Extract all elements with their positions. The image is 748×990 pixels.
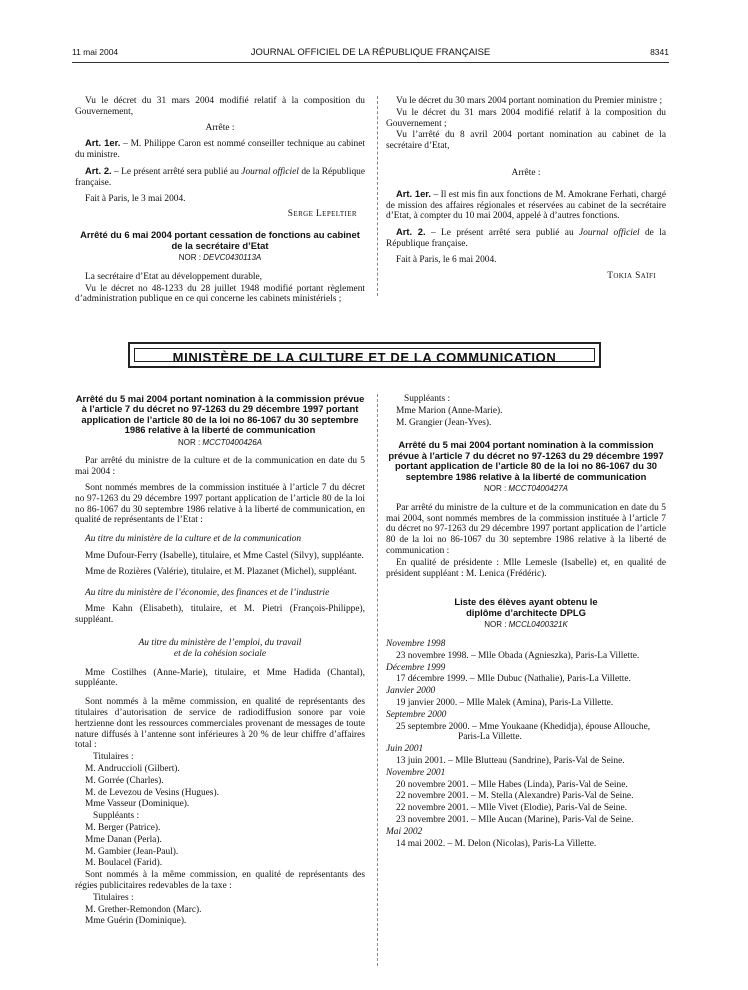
nor-label: NOR : — [484, 620, 509, 630]
member-line: Mme Kahn (Elisabeth), titulaire, et M. Pietri (François-Philippe), suppléant. — [75, 604, 365, 626]
nor-reference — [75, 253, 365, 264]
article-label: Art. 1er. — [396, 187, 432, 199]
diploma-group — [386, 710, 666, 743]
article-2 — [75, 166, 365, 189]
top-right-column — [386, 96, 666, 286]
fait-line: Fait à Paris, le 6 mai 2004. — [396, 254, 497, 265]
signature: Serge Lepeltier — [287, 209, 357, 220]
nor-code: MCCT0400427A — [508, 484, 569, 494]
section-heading: Au titre du ministère de la culture et de la communication — [85, 534, 302, 545]
group-date: Novembre 1998 — [386, 639, 446, 649]
list-item: M. Gambier (Jean-Paul). — [85, 846, 179, 857]
group-date: Juin 2001 — [386, 744, 424, 755]
suppleants-list — [386, 394, 666, 428]
nor-reference — [386, 484, 666, 495]
bottom-right-column — [386, 394, 666, 850]
column-divider — [377, 394, 378, 966]
header-journal-title: JOURNAL OFFICIEL DE LA RÉPUBLIQUE FRANÇAISE — [250, 47, 491, 58]
paragraph: Vu le décret du 31 mars 2004 modifié relatif à la composition du Gouvernement ; — [386, 107, 666, 129]
article-text: – Il est mis fin aux fonctions de M. Amokrane Ferhati, chargé de mission des affaires régionales et réservées au cabinet de la secrétaire d’Etat, à compter du 10 mai 2004, appelé à d’autres fonctions. — [386, 189, 666, 222]
list-item: M. Boulacel (Farid). — [85, 858, 163, 869]
list-item: 13 juin 2001. – Mlle Blutteau (Sandrine), Paris-Val de Seine. — [396, 755, 625, 766]
header-rule — [72, 62, 669, 63]
diploma-group — [386, 639, 666, 662]
member-line: Mme Costilhes (Anne-Marie), titulaire, et Mme Hadida (Chantal), suppléante. — [75, 667, 365, 689]
paragraph: Par arrêté du ministre de la culture et de la communication en date du 5 mai 2004, sont nommés membres de la commission instituée à l’article 7 du décret no 97-1263 du 29 décembre 1997 portant application de l’article 80 de la loi no 86-1067 du 30 septembre 1986 relative à la liberté de communication : — [386, 502, 666, 556]
list-item: M. Andruccioli (Gilbert). — [85, 763, 180, 774]
list-heading: Titulaires : — [93, 892, 134, 903]
list-heading: Suppléants : — [404, 394, 451, 404]
diploma-group — [386, 827, 666, 850]
list-item: Mme Marion (Anne-Marie). — [396, 405, 503, 416]
page-header — [72, 47, 669, 61]
member-line: Mme de Rozières (Valérie), titulaire, et M. Plazanet (Michel), suppléant. — [85, 566, 357, 577]
titulaires-list — [75, 893, 365, 927]
section-heading: et de la cohésion sociale — [173, 648, 267, 659]
header-date: 11 mai 2004 — [72, 47, 119, 57]
paragraph: Sont nommés à la même commission, en qualité de représentants des régies publicitaires redevables de la taxe : — [75, 870, 365, 891]
list-item: Mme Vasseur (Dominique). — [85, 799, 190, 810]
group-date: Novembre 2001 — [386, 767, 446, 778]
group-date: Mai 2002 — [386, 826, 423, 837]
journal-name: Journal officiel — [579, 228, 640, 239]
list-item: 25 septembre 2000. – Mme Youkaane (Khedidja), épouse Allouche, Paris-La Villette. — [396, 721, 651, 743]
article-label: Art. 2. — [85, 164, 112, 176]
list-item: 22 novembre 2001. – Mlle Vivet (Elodie), Paris-Val de Seine. — [396, 803, 627, 814]
list-item: Mme Danan (Perla). — [85, 834, 162, 845]
list-item: 17 décembre 1999. – Mlle Dubuc (Nathalie), Paris-La Villette. — [396, 674, 631, 685]
article-label: Art. 1er. — [85, 137, 121, 149]
bottom-left-column — [75, 394, 365, 928]
article-text: – M. Philippe Caron est nommé conseiller technique au cabinet du ministre. — [75, 139, 365, 161]
article-text: de la République française. — [75, 166, 365, 188]
nor-reference — [75, 438, 365, 449]
article-1 — [386, 189, 666, 222]
list-item: 22 novembre 2001. – M. Stella (Alexandre) Paris-Val de Seine. — [396, 791, 634, 802]
nor-code: MCCT0400426A — [202, 437, 263, 447]
paragraph: Sont nommés à la même commission, en qualité de représentants des titulaires d’autorisation de service de radiodiffusion sonore par voie hertzienne dont les ressources commerciales provenant de messages de toute nature diffusés à l’antenne sont inférieures à 20 % de leur chiffre d’affaires total : — [75, 697, 365, 751]
paragraph: Vu le décret du 31 mars 2004 modifié relatif à la composition du Gouvernement, — [75, 96, 365, 117]
decree-title: Arrêté du 5 mai 2004 portant nomination à la commission prévue à l’article 7 du décret no 97-1263 du 29 décembre 1997 portant application de l’article 80 de la loi no 86-1067 du 30 septembre 1986 relative à la liberté de communication — [75, 393, 365, 436]
diploma-group — [386, 768, 666, 826]
article-1 — [75, 138, 365, 161]
nor-reference — [386, 620, 666, 631]
member-line: Mme Dufour-Ferry (Isabelle), titulaire, et Mme Castel (Silvy), suppléante. — [85, 551, 364, 561]
article-2 — [386, 227, 666, 250]
paragraph: Sont nommés membres de la commission instituée à l’article 7 du décret no 97-1263 du 29 décembre 1997 portant application de l’article 80 de la loi no 86-1067 du 30 septembre 1986 relative à la liberté de communication, en qualité de représentants de l’Etat : — [75, 483, 365, 526]
ministry-banner — [128, 342, 601, 368]
paragraph: La secrétaire d’Etat au développement durable, — [85, 271, 262, 282]
list-item: 23 novembre 1998. – Mlle Obada (Agnieszka), Paris-La Villette. — [396, 650, 640, 661]
list-item: M. Gorrée (Charles). — [85, 775, 164, 786]
paragraph: Vu le décret du 30 mars 2004 portant nomination du Premier ministre ; — [396, 96, 663, 106]
paragraph: Vu le décret no 48-1233 du 28 juillet 1948 modifié portant règlement d’administration publique en ce qui concerne les cabinets ministériels ; — [75, 283, 365, 305]
signature: Tokia Saïfi — [607, 270, 656, 281]
decree-title: Arrêté du 5 mai 2004 portant nomination à la commission prévue à l’article 7 du décret no 97-1263 du 29 décembre 1997 portant application de l’article 80 de la loi no 86-1067 du 30 septembre 1986 relative à la liberté de communication — [388, 439, 664, 482]
group-date: Janvier 2000 — [386, 686, 436, 697]
paragraph: Par arrêté du ministre de la culture et de la communication en date du 5 mai 2004 : — [75, 456, 365, 478]
list-item: M. Grangier (Jean-Yves). — [396, 417, 492, 428]
article-text: de la République française. — [386, 228, 666, 249]
article-label: Art. 2. — [396, 226, 426, 238]
arrete-label: Arrête : — [205, 122, 235, 133]
list-heading: Titulaires : — [93, 752, 134, 763]
decree-title: Arrêté du 6 mai 2004 portant cessation de fonctions au cabinet de la secrétaire d’Etat — [80, 229, 360, 251]
section-heading: Au titre du ministère de l’emploi, du travail — [138, 637, 302, 648]
header-page-number: 8341 — [650, 47, 669, 57]
diploma-group — [386, 744, 666, 767]
nor-label: NOR : — [483, 484, 509, 494]
group-date: Septembre 2000 — [386, 709, 447, 720]
paragraph: En qualité de présidente : Mlle Lemesle (Isabelle) et, en qualité de président suppléant : M. Lenica (Frédéric). — [386, 557, 666, 579]
ministry-title: MINISTÈRE DE LA CULTURE ET DE LA COMMUNICATION — [172, 350, 557, 365]
list-item: M. Grether-Remondon (Marc). — [85, 904, 202, 915]
column-divider — [377, 96, 378, 296]
article-text: – Le présent arrêté sera publié au — [425, 228, 580, 239]
list-item: M. de Levezou de Vesins (Hugues). — [85, 787, 219, 798]
nor-code: DEVC0430113A — [203, 252, 262, 262]
section-heading: Au titre du ministère de l’économie, des finances et de l’industrie — [85, 587, 330, 598]
diploma-group — [386, 686, 666, 709]
top-left-column — [75, 96, 365, 310]
article-text: – Le présent arrêté sera publié au — [111, 166, 242, 177]
list-title: Liste des élèves ayant obtenu le diplôme d’architecte DPLG — [454, 596, 598, 618]
nor-label: NOR : — [177, 437, 203, 447]
list-item: 14 mai 2002. – M. Delon (Nicolas), Paris-La Villette. — [396, 838, 597, 849]
list-item: 20 novembre 2001. – Mlle Habes (Linda), Paris-Val de Seine. — [396, 779, 628, 790]
list-heading: Suppléants : — [93, 811, 140, 822]
nor-code: MCCL0400321K — [508, 620, 568, 630]
list-item: 19 janvier 2000. – Mlle Malek (Amina), Paris-La Villette. — [396, 697, 614, 708]
group-date: Décembre 1999 — [386, 662, 446, 673]
list-item: 23 novembre 2001. – Mlle Aucan (Marine), Paris-Val de Seine. — [396, 814, 634, 825]
list-item: M. Berger (Patrice). — [85, 822, 161, 833]
titulaires-list — [75, 752, 365, 869]
fait-line: Fait à Paris, le 3 mai 2004. — [85, 193, 186, 204]
diploma-group — [386, 663, 666, 686]
list-item: Mme Guérin (Dominique). — [85, 916, 187, 927]
journal-name: Journal officiel — [241, 166, 299, 177]
paragraph: Vu l’arrêté du 8 avril 2004 portant nomination au cabinet de la secrétaire d’Etat, — [386, 130, 666, 152]
nor-label: NOR : — [178, 252, 204, 262]
arrete-label: Arrête : — [511, 167, 541, 178]
